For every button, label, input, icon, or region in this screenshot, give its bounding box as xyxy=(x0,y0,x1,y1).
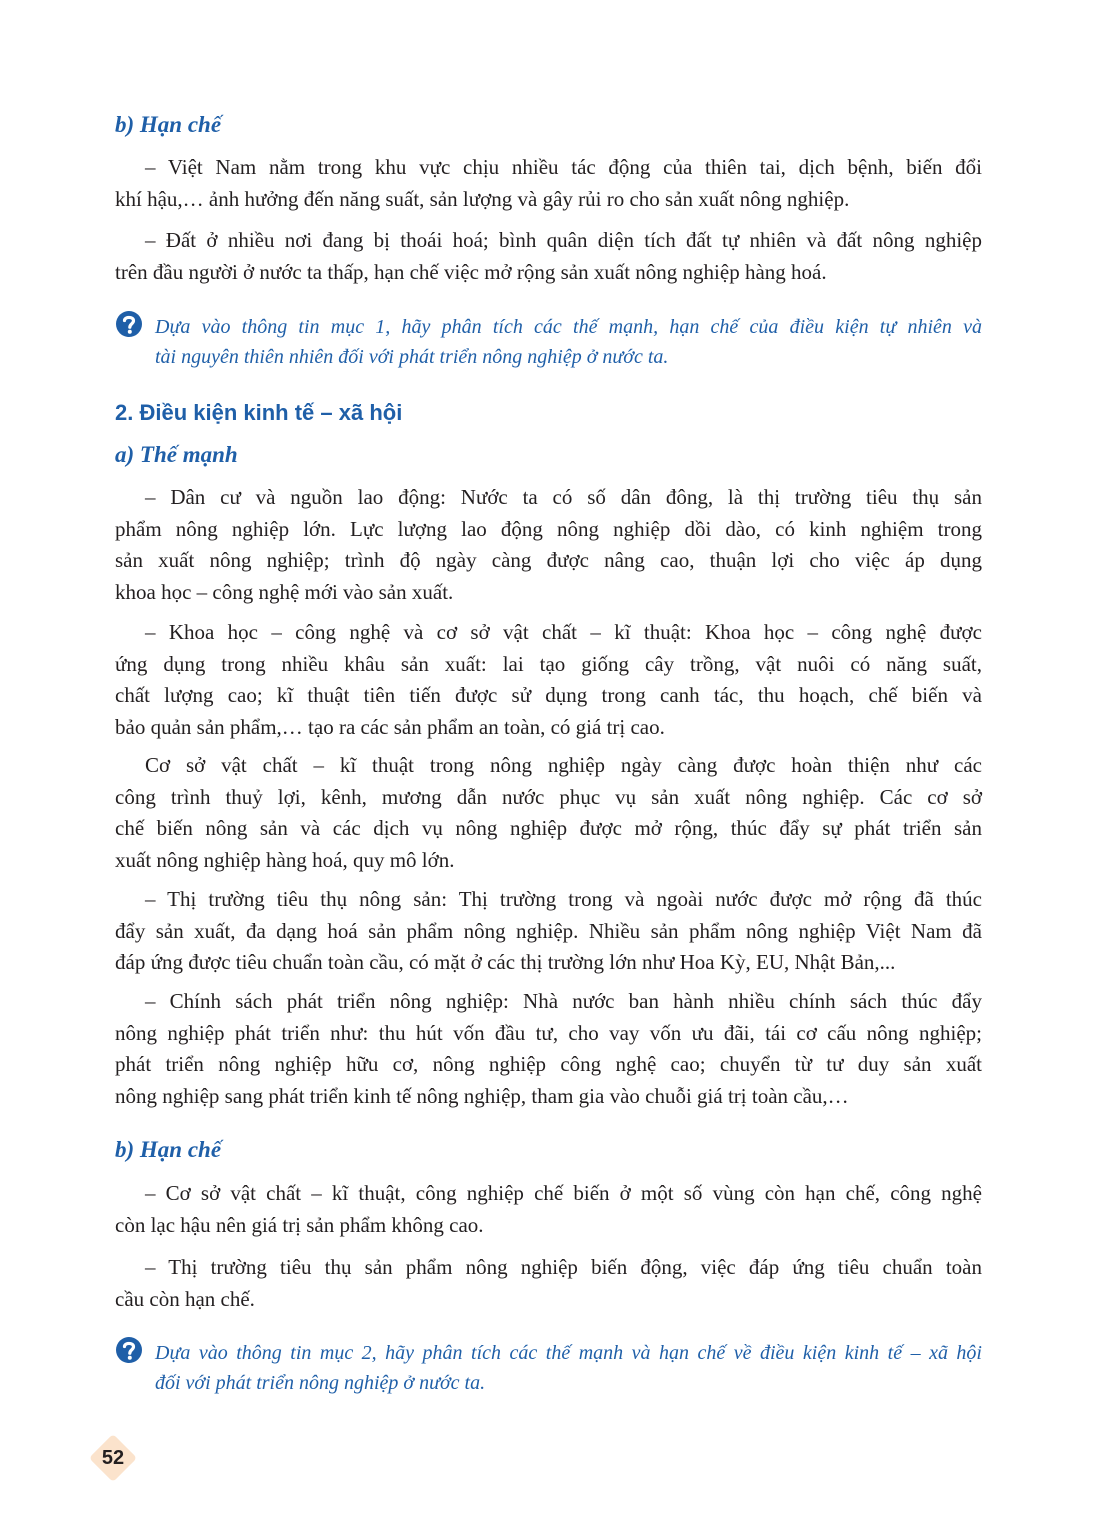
section2-paragraph-2 xyxy=(115,617,982,743)
text-line: khoa học – công nghệ mới vào sản xuất. xyxy=(115,579,454,604)
text-line: bảo quản sản phẩm,… tạo ra các sản phẩm an toàn, có giá trị cao. xyxy=(115,714,665,739)
section2-strengths-heading: a) Thế mạnh xyxy=(115,442,238,467)
text-line: khí hậu,… ảnh hưởng đến năng suất, sản lượng và gây rủi ro cho sản xuất nông nghiệp. xyxy=(115,186,850,211)
text-line: còn lạc hậu nên giá trị sản phẩm không cao. xyxy=(115,1212,484,1237)
text-line: phát triển nông nghiệp hữu cơ, nông nghiệp công nghệ cao; chuyển từ tư duy sản xuất xyxy=(115,1052,982,1076)
text-line: – Thị trường tiêu thụ nông sản: Thị trường trong và ngoài nước được mở rộng đã thúc xyxy=(145,887,982,911)
section2-paragraph-1 xyxy=(115,482,982,608)
text-line: nông nghiệp sang phát triển kinh tế nông nghiệp, tham gia vào chuỗi giá trị toàn cầu,… xyxy=(115,1083,849,1108)
section2-title: 2. Điều kiện kinh tế – xã hội xyxy=(115,400,403,425)
question-mark-icon xyxy=(115,1336,143,1364)
section1-limits-paragraph-2 xyxy=(115,225,982,288)
text-line: – Khoa học – công nghệ và cơ sở vật chất – kĩ thuật: Khoa học – công nghệ được xyxy=(145,620,982,644)
section2-limits-paragraph-1 xyxy=(115,1178,982,1241)
text-line: – Đất ở nhiều nơi đang bị thoái hoá; bình quân diện tích đất tự nhiên và đất nông nghiệp xyxy=(145,228,982,252)
text-line: – Chính sách phát triển nông nghiệp: Nhà nước ban hành nhiều chính sách thúc đẩy xyxy=(145,989,982,1013)
text-line: sản xuất nông nghiệp; trình độ ngày càng được nâng cao, thuận lợi cho việc áp dụng xyxy=(115,548,982,572)
text-line: Cơ sở vật chất – kĩ thuật trong nông nghiệp ngày càng được hoàn thiện như các xyxy=(145,753,982,777)
text-line: – Thị trường tiêu thụ sản phẩm nông nghiệp biến động, việc đáp ứng tiêu chuẩn toàn xyxy=(145,1255,982,1279)
section2-paragraph-4 xyxy=(115,884,982,979)
question-2-text xyxy=(155,1338,982,1398)
section2-limits-paragraph-2 xyxy=(115,1252,982,1315)
text-line: nông nghiệp phát triển như: thu hút vốn đầu tư, cho vay vốn ưu đãi, tái cơ cấu nông nghiệp; xyxy=(115,1020,982,1045)
section1-limits-paragraph-1 xyxy=(115,152,982,215)
text-line: đáp ứng được tiêu chuẩn toàn cầu, có mặt ở các thị trường lớn như Hoa Kỳ, EU, Nhật Bản,... xyxy=(115,950,896,974)
text-line: – Việt Nam nằm trong khu vực chịu nhiều tác động của thiên tai, dịch bệnh, biến đổi xyxy=(145,155,982,179)
page-number-badge xyxy=(90,1435,136,1481)
text-line: phẩm nông nghiệp lớn. Lực lượng lao động nông nghiệp dồi dào, có kinh nghiệm trong xyxy=(115,516,982,541)
text-line: – Cơ sở vật chất – kĩ thuật, công nghiệp chế biến ở một số vùng còn hạn chế, công nghệ xyxy=(145,1181,982,1205)
text-line: Dựa vào thông tin mục 1, hãy phân tích các thế mạnh, hạn chế của điều kiện tự nhiên và xyxy=(155,316,982,338)
section2-limits-heading: b) Hạn chế xyxy=(115,1137,222,1162)
section1-limits-heading: b) Hạn chế xyxy=(115,112,222,137)
text-line: Dựa vào thông tin mục 2, hãy phân tích các thế mạnh và hạn chế về điều kiện kinh tế – xã hội xyxy=(155,1342,982,1364)
text-line: cầu còn hạn chế. xyxy=(115,1286,255,1311)
text-line: xuất nông nghiệp hàng hoá, quy mô lớn. xyxy=(115,847,455,872)
text-line: tài nguyên thiên nhiên đối với phát triển nông nghiệp ở nước ta. xyxy=(155,346,669,368)
question-1-text xyxy=(155,312,982,372)
text-line: công trình thuỷ lợi, kênh, mương dẫn nước phục vụ sản xuất nông nghiệp. Các cơ sở xyxy=(115,784,982,809)
text-line: đẩy sản xuất, đa dạng hoá sản phẩm nông nghiệp. Nhiều sản phẩm nông nghiệp Việt Nam đã xyxy=(115,918,982,943)
text-line: đối với phát triển nông nghiệp ở nước ta. xyxy=(155,1372,486,1394)
text-line: chế biến nông sản và các dịch vụ nông nghiệp được mở rộng, thúc đẩy sự phát triển sản xyxy=(115,816,982,840)
text-line: chất lượng cao; kĩ thuật tiên tiến được sử dụng trong canh tác, thu hoạch, chế biến và xyxy=(115,683,982,707)
section2-paragraph-5 xyxy=(115,986,982,1112)
text-line: – Dân cư và nguồn lao động: Nước ta có số dân đông, là thị trường tiêu thụ sản xyxy=(145,485,982,509)
question-mark-icon xyxy=(115,310,143,338)
section2-paragraph-3 xyxy=(115,750,982,876)
page-number: 52 xyxy=(101,1447,125,1469)
text-line: ứng dụng trong nhiều khâu sản xuất: lai tạo giống cây trồng, vật nuôi có năng suất, xyxy=(115,651,982,676)
text-line: trên đầu người ở nước ta thấp, hạn chế việc mở rộng sản xuất nông nghiệp hàng hoá. xyxy=(115,259,827,284)
